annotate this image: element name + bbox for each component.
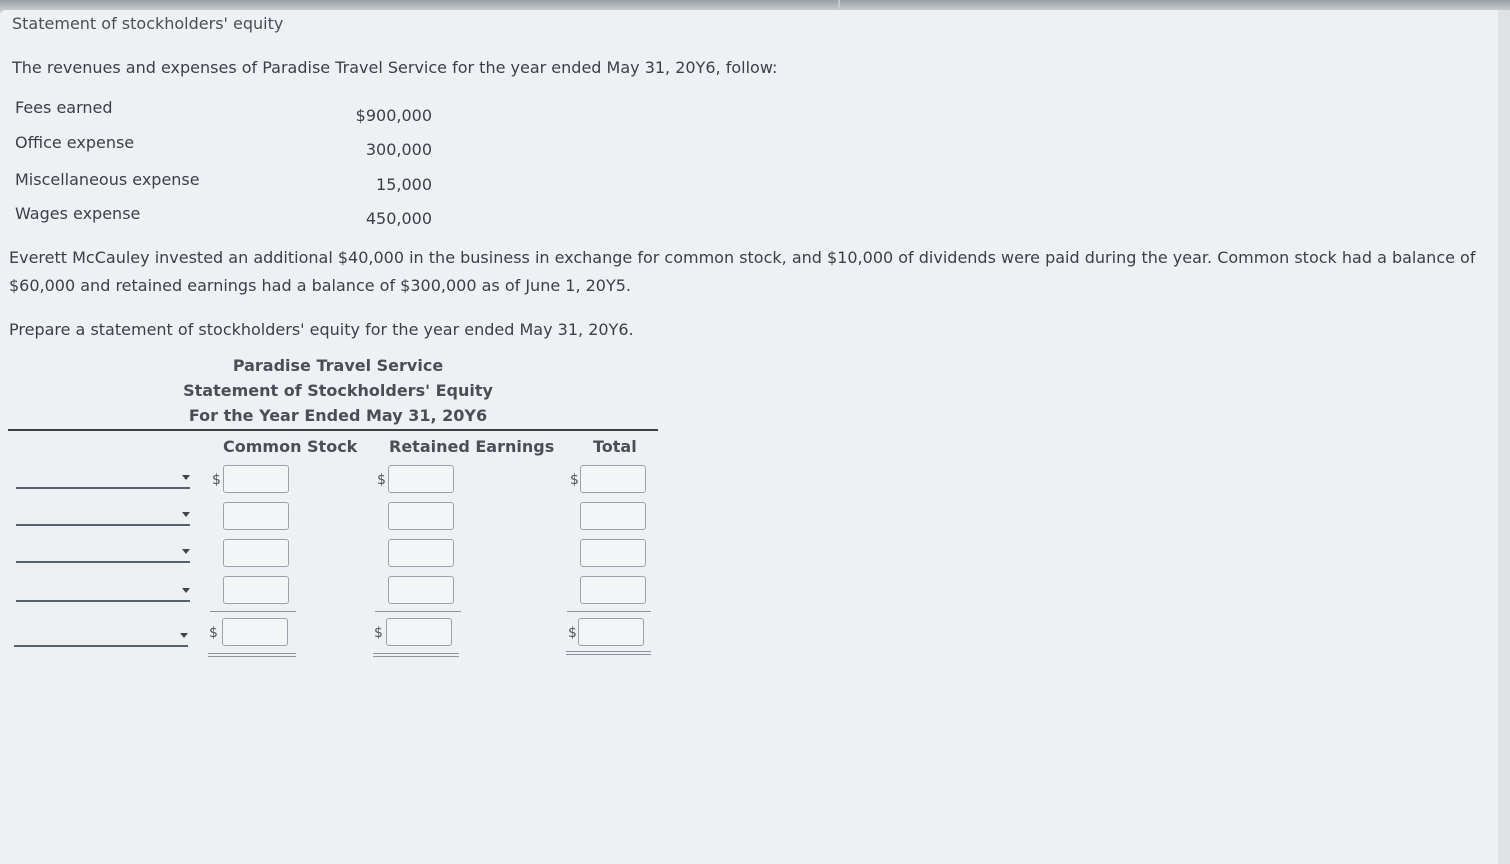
dollar-sign: $ [377,472,386,488]
statement-period: For the Year Ended May 31, 20Y6 [188,406,488,425]
chevron-down-icon [182,588,190,593]
row-2-description-dropdown[interactable] [16,506,190,526]
chevron-down-icon [182,475,190,480]
double-underline [566,651,651,655]
subtotal-rule [210,611,296,612]
subtotal-rule [375,611,461,612]
subtotal-rule [567,611,651,612]
item-label: Office expense [15,133,135,152]
row-3-common-stock-input[interactable] [223,539,289,567]
row-4-total-input[interactable] [580,576,646,604]
item-value: 300,000 [365,140,432,159]
dollar-sign: $ [209,625,218,641]
item-value: 15,000 [376,175,432,194]
column-header-common-stock: Common Stock [223,437,358,456]
statement-company: Paradise Travel Service [232,356,444,375]
item-value: 450,000 [365,209,432,228]
statement-title: Statement of Stockholders' Equity [183,381,493,400]
row-1-retained-earnings-input[interactable] [388,465,454,493]
chevron-down-icon [180,633,188,638]
row-2-retained-earnings-input[interactable] [388,502,454,530]
row-5-description-dropdown[interactable] [14,627,188,647]
instruction-text: Prepare a statement of stockholders' equity for the year ended May 31, 20Y6. [9,320,634,339]
row-3-total-input[interactable] [580,539,646,567]
double-underline [373,653,459,657]
dollar-sign: $ [374,625,383,641]
row-1-total-input[interactable] [580,465,646,493]
dollar-sign: $ [212,472,221,488]
scenario-paragraph: Everett McCauley invested an additional $40,000 in the business in exchange for common stock, and $10,000 of dividends were paid during the year. Common stock had a balance of $60,000 and retained earnings had a balance of $300,000 as of June 1, 20Y5. [9,248,1476,295]
row-1-description-dropdown[interactable] [16,469,190,489]
row-5-total-input[interactable] [578,618,644,646]
chevron-down-icon [182,512,190,517]
item-value: $900,000 [355,106,432,125]
panel-right-edge [1498,10,1510,864]
item-label: Miscellaneous expense [15,170,200,189]
header-rule [8,429,658,431]
row-2-common-stock-input[interactable] [223,502,289,530]
item-label: Fees earned [15,98,113,117]
row-3-description-dropdown[interactable] [16,543,190,563]
dollar-sign: $ [568,625,577,641]
item-label: Wages expense [15,204,141,223]
row-4-common-stock-input[interactable] [223,576,289,604]
dollar-sign: $ [570,472,579,488]
double-underline [208,653,296,657]
row-2-total-input[interactable] [580,502,646,530]
chevron-down-icon [182,549,190,554]
row-1-common-stock-input[interactable] [223,465,289,493]
row-5-common-stock-input[interactable] [222,618,288,646]
row-4-retained-earnings-input[interactable] [388,576,454,604]
page-title: Statement of stockholders' equity [12,14,284,33]
row-3-retained-earnings-input[interactable] [388,539,454,567]
column-header-total: Total [593,437,637,456]
row-4-description-dropdown[interactable] [16,582,190,602]
row-5-retained-earnings-input[interactable] [386,618,452,646]
column-header-retained-earnings: Retained Earnings [389,437,555,456]
intro-text: The revenues and expenses of Paradise Travel Service for the year ended May 31, 20Y6, follow: [12,58,778,77]
